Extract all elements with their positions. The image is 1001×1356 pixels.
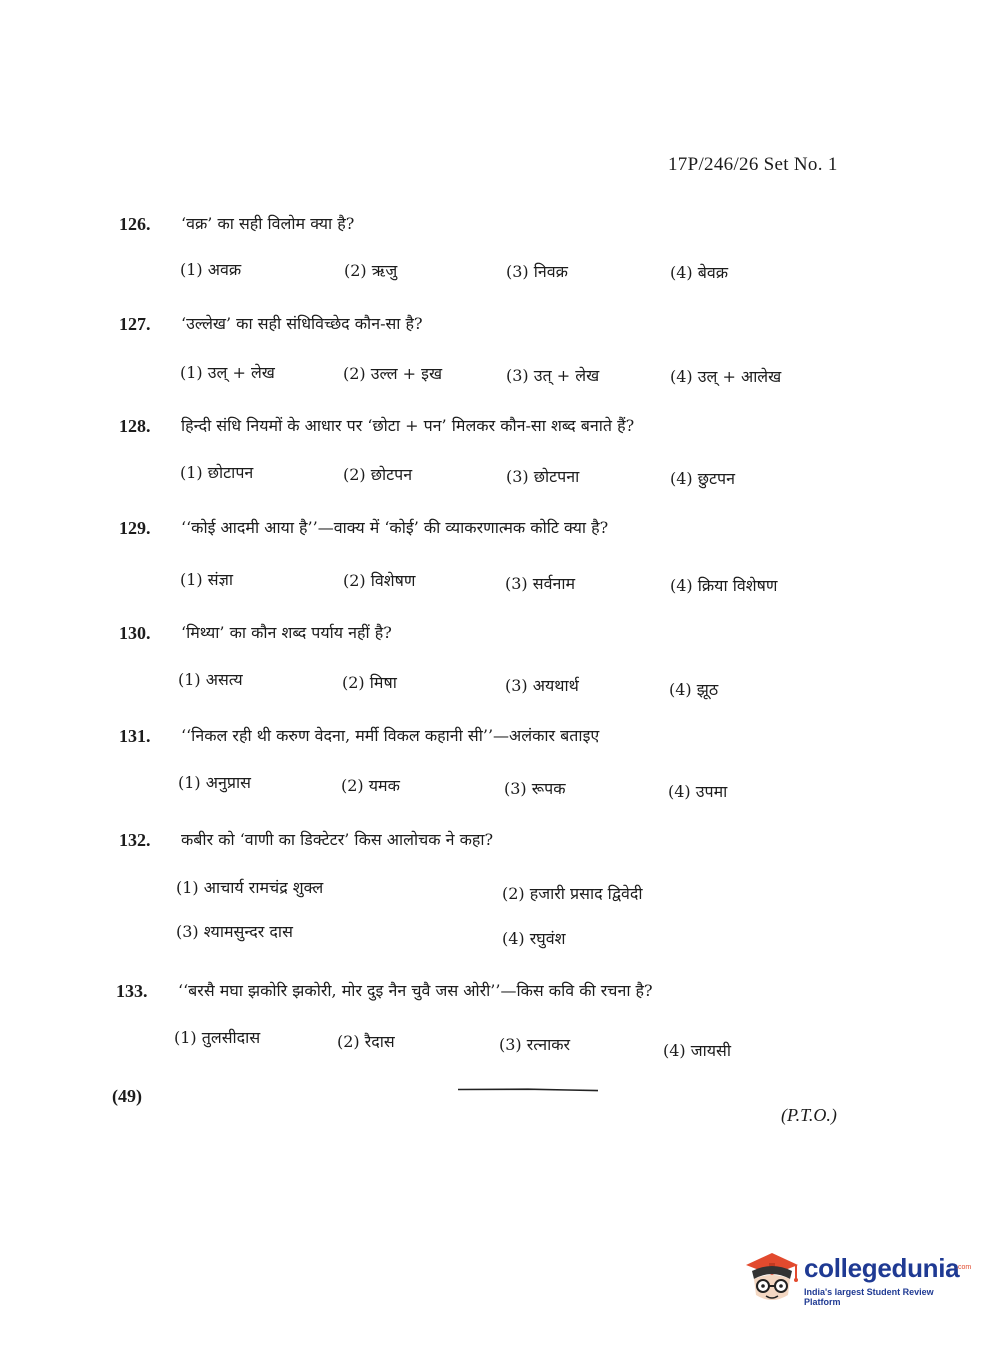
option-4: (4) बेवक्र: [670, 263, 729, 282]
question-number: 131.: [119, 726, 151, 746]
option-3: (3) रत्नाकर: [499, 1035, 571, 1054]
question-number: 129.: [119, 518, 151, 538]
question-text: ‘वक्र’ का सही विलोम क्या है?: [181, 214, 355, 233]
question-text: ‘मिथ्या’ का कौन शब्द पर्याय नहीं है?: [181, 623, 392, 642]
question-number: 132.: [119, 830, 151, 850]
option-2: (2) रैदास: [337, 1032, 395, 1051]
question-text: ‘‘बरसै मघा झकोरि झकोरी, मोर दुइ नैन चुवै जस ओरी’’—किस कवि की रचना है?: [178, 981, 653, 1000]
option-3: (3) निवक्र: [506, 262, 568, 281]
brand-name: collegedunia: [804, 1253, 960, 1283]
question-text: हिन्दी संधि नियमों के आधार पर ‘छोटा + पन’ मिलकर कौन-सा शब्द बनाते हैं?: [181, 416, 635, 435]
option-3: (3) अयथार्थ: [505, 676, 579, 695]
option-2: (2) विशेषण: [343, 571, 416, 590]
option-4: (4) छुटपन: [670, 469, 735, 488]
question-number: 130.: [119, 623, 151, 643]
brand-tagline: India's largest Student Review Platform: [804, 1287, 934, 1307]
option-1: (1) अवक्र: [180, 260, 242, 279]
pto-label: (P.T.O.): [781, 1105, 837, 1125]
option-2: (2) छोटपन: [343, 465, 413, 484]
option-4: (4) उपमा: [668, 782, 728, 801]
option-4: (4) झूठ: [669, 680, 719, 699]
page-number: (49): [112, 1086, 142, 1106]
option-4: (4) क्रिया विशेषण: [670, 576, 778, 595]
option-3: (3) रूपक: [504, 779, 566, 798]
question-text: ‘‘निकल रही थी करुण वेदना, मर्मी विकल कहानी सी’’—अलंकार बताइए: [181, 726, 600, 745]
option-3: (3) छोटपना: [506, 467, 580, 486]
end-of-section-line: [458, 1088, 598, 1092]
option-4: (4) रघुवंश: [502, 929, 566, 948]
option-4: (4) जायसी: [663, 1041, 732, 1060]
option-4: (4) उल् + आलेख: [670, 367, 782, 386]
question-number: 126.: [119, 214, 151, 234]
option-2: (2) हजारी प्रसाद द्विवेदी: [502, 884, 643, 903]
paper-code: 17P/246/26 Set No. 1: [668, 154, 838, 175]
option-1: (1) तुलसीदास: [174, 1028, 261, 1047]
question-text: ‘‘कोई आदमी आया है’’—वाक्य में ‘कोई’ की व्याकरणात्मक कोटि क्या है?: [181, 518, 609, 537]
option-3: (3) श्यामसुन्दर दास: [176, 922, 293, 941]
option-1: (1) अनुप्रास: [178, 773, 251, 792]
option-3: (3) उत् + लेख: [506, 366, 600, 385]
option-1: (1) छोटापन: [180, 463, 254, 482]
option-1: (1) असत्य: [178, 670, 243, 689]
option-2: (2) मिषा: [342, 673, 397, 692]
question-number: 128.: [119, 416, 151, 436]
option-3: (3) सर्वनाम: [505, 574, 576, 593]
question-number: 133.: [116, 981, 148, 1001]
question-number: 127.: [119, 314, 151, 334]
option-1: (1) संज्ञा: [180, 570, 233, 589]
option-1: (1) उल् + लेख: [180, 363, 275, 382]
option-2: (2) उल्ल + इख: [343, 364, 443, 383]
brand-suffix: .com: [956, 1264, 972, 1271]
mascot-icon: [742, 1249, 800, 1307]
option-1: (1) आचार्य रामचंद्र शुक्ल: [176, 878, 324, 897]
question-text: कबीर को ‘वाणी का डिक्टेटर’ किस आलोचक ने कहा?: [181, 830, 494, 849]
question-text: ‘उल्लेख’ का सही संधिविच्छेद कौन-सा है?: [181, 314, 423, 333]
option-2: (2) ऋजु: [344, 261, 398, 280]
collegedunia-logo: [742, 1249, 972, 1309]
option-2: (2) यमक: [341, 776, 400, 795]
